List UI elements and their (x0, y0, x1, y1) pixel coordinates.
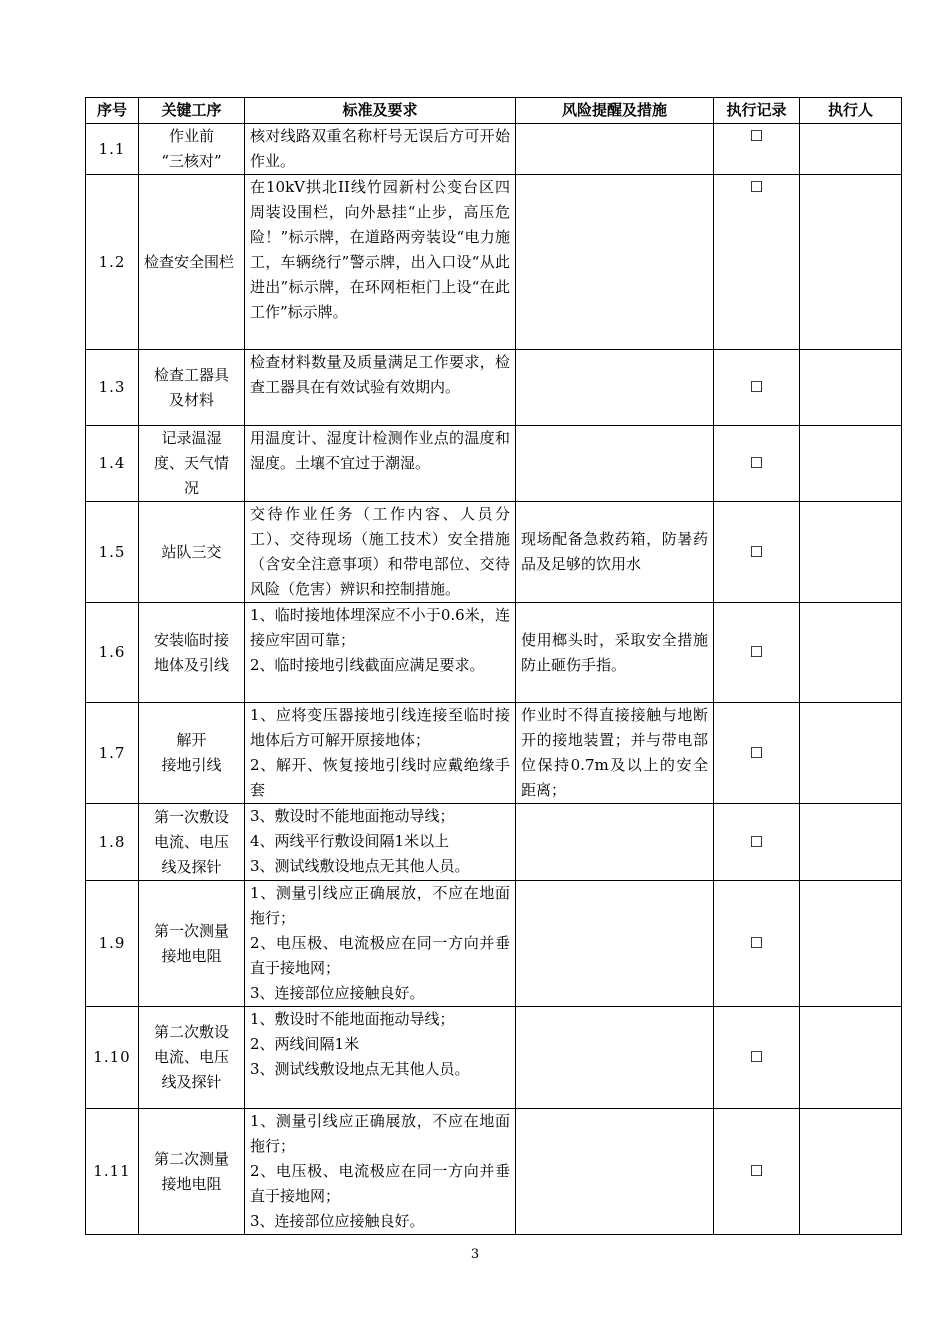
step-cell (139, 804, 245, 881)
table-row (86, 175, 902, 350)
record-cell (714, 124, 800, 175)
record-cell (714, 175, 800, 350)
row-number: 1.1 (86, 124, 139, 175)
record-cell (714, 881, 800, 1007)
executor-cell[interactable] (800, 603, 902, 703)
record-cell (714, 804, 800, 881)
standard-line: 3、测试线敷设地点无其他人员。 (250, 1060, 470, 1078)
header-record: 执行记录 (714, 98, 800, 124)
record-checkbox[interactable]: ☐ (749, 934, 764, 952)
step-line: 线及探针 (161, 857, 222, 876)
standard-cell (245, 881, 516, 1007)
table-header-row (86, 98, 902, 124)
executor-cell[interactable] (800, 1007, 902, 1109)
executor-cell[interactable] (800, 881, 902, 1007)
risk-cell (516, 502, 714, 603)
standard-line: 1、测量引线应正确展放，不应在地面拖行； (250, 1112, 510, 1155)
standard-cell (245, 1007, 516, 1109)
standard-line: 核对线路双重名称杆号无误后方可开始作业。 (250, 127, 510, 170)
step-line: “三核对” (161, 152, 222, 170)
risk-cell (516, 175, 714, 350)
row-number: 1.4 (86, 426, 139, 502)
step-cell (139, 603, 245, 703)
risk-line: 作业时不得直接接触与地断开的接地装置；并与带电部位保持0.7m及以上的安全距离； (521, 706, 708, 799)
standard-line: 检查材料数量及质量满足工作要求，检查工器具在有效试验有效期内。 (250, 353, 510, 396)
standard-line: 2、两线间隔1米 (250, 1035, 360, 1053)
record-cell (714, 1007, 800, 1109)
step-line: 第二次敷设 (153, 1023, 229, 1041)
standard-cell (245, 1109, 516, 1235)
step-cell (139, 124, 245, 175)
row-number: 1.8 (86, 804, 139, 881)
standard-line: 2、临时接地引线截面应满足要求。 (250, 656, 485, 674)
step-line: 安装临时接 (153, 630, 229, 649)
step-line: 站队三交 (161, 542, 222, 561)
standard-line: 2、电压极、电流极应在同一方向并垂直于接地网； (250, 1162, 510, 1205)
row-number: 1.3 (86, 350, 139, 426)
risk-cell (516, 804, 714, 881)
step-line: 接地电阻 (161, 1174, 222, 1193)
standard-line: 1、应将变压器接地引线连接至临时接地体后方可解开原接地体； (250, 706, 510, 749)
standard-line: 3、连接部位应接触良好。 (250, 1212, 425, 1230)
step-line: 记录温湿 (161, 429, 222, 447)
record-cell (714, 426, 800, 502)
standard-line: 1、测量引线应正确展放，不应在地面拖行； (250, 884, 510, 927)
risk-cell (516, 881, 714, 1007)
step-line: 及材料 (168, 390, 214, 409)
table-row (86, 426, 902, 502)
risk-cell (516, 1109, 714, 1235)
standard-line: 交待作业任务（工作内容、人员分工）、交待现场（施工技术）安全措施（含安全注意事项）和带电部位、交待风险（危害）辨识和控制措施。 (250, 505, 510, 598)
standard-line: 1、敷设时不能地面拖动导线； (250, 1010, 455, 1028)
step-line: 线及探针 (161, 1073, 222, 1091)
record-cell (714, 703, 800, 804)
executor-cell[interactable] (800, 703, 902, 804)
record-cell (714, 1109, 800, 1235)
header-step: 关键工序 (139, 98, 245, 124)
row-number: 1.9 (86, 881, 139, 1007)
step-line: 检查工器具 (153, 365, 229, 384)
record-checkbox[interactable]: ☐ (749, 454, 764, 472)
executor-cell[interactable] (800, 426, 902, 502)
table-row (86, 124, 902, 175)
step-line: 作业前 (168, 127, 214, 145)
executor-cell[interactable] (800, 175, 902, 350)
table-row (86, 350, 902, 426)
step-line: 电流、电压 (153, 832, 229, 851)
step-cell (139, 502, 245, 603)
table-row (86, 603, 902, 703)
record-cell (714, 350, 800, 426)
record-checkbox[interactable]: ☐ (749, 743, 764, 762)
row-number: 1.11 (86, 1109, 139, 1235)
standard-cell (245, 175, 516, 350)
standard-line: 3、测试线敷设地点无其他人员。 (250, 857, 470, 875)
procedure-table (85, 97, 902, 1235)
record-checkbox[interactable]: ☐ (749, 378, 764, 396)
risk-cell (516, 1007, 714, 1109)
table-row (86, 881, 902, 1007)
table-row (86, 1007, 902, 1109)
header-no: 序号 (86, 98, 139, 124)
step-line: 检查安全围栏 (144, 252, 235, 271)
step-line: 第一次敷设 (153, 807, 229, 826)
risk-cell (516, 124, 714, 175)
risk-cell (516, 603, 714, 703)
standard-cell (245, 603, 516, 703)
step-line: 第一次测量 (153, 921, 229, 940)
step-cell (139, 1109, 245, 1235)
row-number: 1.5 (86, 502, 139, 603)
step-line: 接地电阻 (161, 946, 222, 965)
step-line: 接地引线 (161, 756, 222, 774)
standard-cell (245, 804, 516, 881)
table-row (86, 1109, 902, 1235)
record-checkbox[interactable]: ☐ (749, 1162, 764, 1180)
record-checkbox[interactable]: ☐ (749, 542, 764, 561)
standard-cell (245, 426, 516, 502)
page-number: 3 (470, 1247, 480, 1262)
table-row (86, 703, 902, 804)
executor-cell[interactable] (800, 124, 902, 175)
step-cell (139, 350, 245, 426)
header-standard: 标准及要求 (245, 98, 516, 124)
risk-line: 使用榔头时，采取安全措施防止砸伤手指。 (521, 630, 708, 674)
risk-cell (516, 350, 714, 426)
standard-cell (245, 703, 516, 804)
step-line: 电流、电压 (153, 1048, 229, 1066)
executor-cell[interactable] (800, 502, 902, 603)
standard-line: 用温度计、湿度计检测作业点的温度和湿度。土壤不宜过于潮湿。 (250, 429, 510, 472)
row-number: 1.6 (86, 603, 139, 703)
row-number: 1.2 (86, 175, 139, 350)
standard-cell (245, 350, 516, 426)
step-line: 况 (183, 479, 199, 497)
row-number: 1.10 (86, 1007, 139, 1109)
record-checkbox[interactable]: ☐ (749, 127, 764, 145)
step-line: 地体及引线 (153, 655, 229, 674)
step-line: 第二次测量 (153, 1149, 229, 1168)
executor-cell[interactable] (800, 1109, 902, 1235)
standard-cell (245, 502, 516, 603)
table-row (86, 804, 902, 881)
standard-line: 3、敷设时不能地面拖动导线； (250, 807, 455, 825)
standard-line: 在10kV拱北II线竹园新村公变台区四周装设围栏，向外悬挂“止步，高压危险！”标示牌，在道路两旁装设“电力施工，车辆绕行”警示牌，出入口设“从此进出”标示牌，在环网柜柜门上设“在此工作”标示牌。 (250, 178, 510, 321)
header-executor: 执行人 (800, 98, 902, 124)
executor-cell[interactable] (800, 804, 902, 881)
step-cell (139, 881, 245, 1007)
risk-line: 现场配备急救药箱，防暑药品及足够的饮用水 (521, 530, 708, 573)
step-line: 解开 (176, 731, 207, 749)
step-cell (139, 426, 245, 502)
row-number: 1.7 (86, 703, 139, 804)
record-cell (714, 502, 800, 603)
header-risk: 风险提醒及措施 (516, 98, 714, 124)
standard-line: 2、电压极、电流极应在同一方向并垂直于接地网； (250, 934, 510, 977)
risk-cell (516, 426, 714, 502)
step-cell (139, 1007, 245, 1109)
standard-line: 1、临时接地体埋深应不小于0.6米，连接应牢固可靠； (250, 606, 510, 649)
table-row (86, 502, 902, 603)
standard-line: 4、两线平行敷设间隔1米以上 (250, 832, 450, 850)
standard-cell (245, 124, 516, 175)
executor-cell[interactable] (800, 350, 902, 426)
record-checkbox[interactable]: ☐ (749, 643, 764, 661)
standard-line: 2、解开、恢复接地引线时应戴绝缘手套 (250, 756, 510, 799)
step-cell (139, 703, 245, 804)
standard-line: 3、连接部位应接触良好。 (250, 984, 425, 1002)
step-cell (139, 175, 245, 350)
table-body (86, 124, 902, 1235)
record-checkbox[interactable]: ☐ (749, 832, 764, 851)
step-line: 度、天气情 (153, 454, 229, 472)
risk-cell (516, 703, 714, 804)
record-checkbox[interactable]: ☐ (749, 1048, 764, 1066)
record-checkbox[interactable]: ☐ (749, 178, 764, 196)
record-cell (714, 603, 800, 703)
